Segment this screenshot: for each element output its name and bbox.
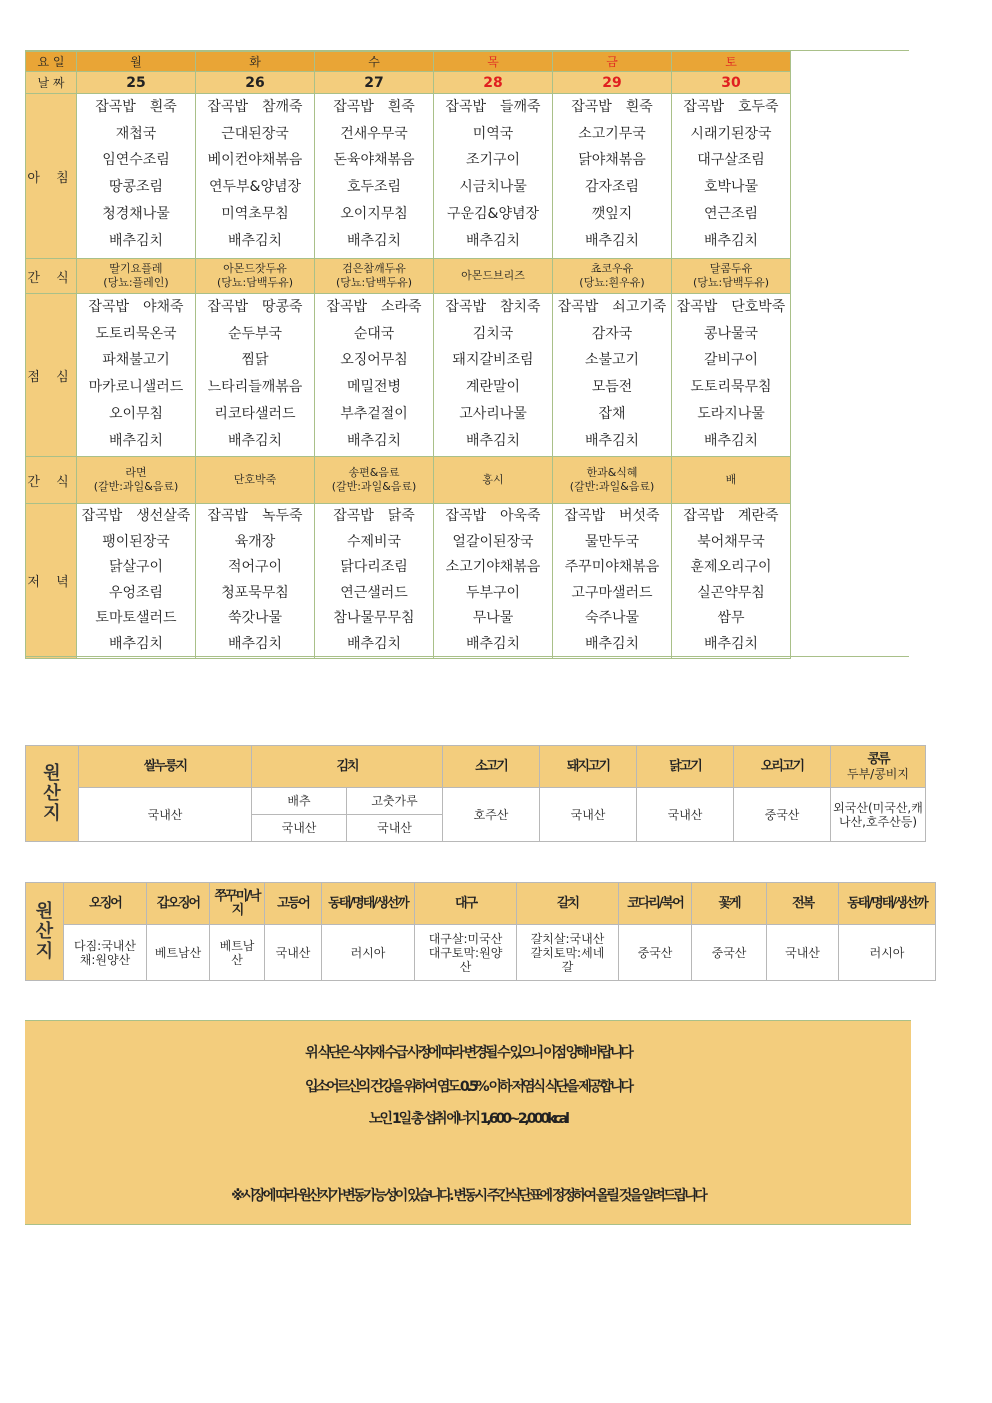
menu-item: 잡곡밥 들깨죽 — [445, 99, 541, 115]
menu-item: 수제비국 — [346, 533, 402, 550]
menu-cell — [553, 294, 672, 457]
menu-item: 송편&음료 — [348, 466, 400, 479]
origin-pork-value: 국내산 — [540, 788, 637, 842]
menu-item: 배추김치 — [346, 635, 402, 652]
origin-kimchi-pepper: 고춧가루 — [347, 788, 443, 815]
menu-item: 호박나물 — [703, 179, 759, 196]
menu-item: 잡곡밥 땅콩죽 — [207, 299, 303, 315]
origin2-value-line: 러시아 — [869, 945, 905, 960]
breakfast-row — [26, 94, 791, 259]
origin2-value-line: 중국산 — [637, 945, 673, 960]
menu-item: 도토리묵온국 — [95, 325, 177, 342]
menu-item: 잡곡밥 야채죽 — [88, 299, 184, 315]
snack1-row — [26, 259, 791, 294]
origin2-header: 쭈꾸미/낙지 — [210, 883, 265, 925]
dinner-row — [26, 504, 791, 659]
menu-item: 호두조림 — [346, 179, 402, 196]
date-row — [26, 72, 791, 94]
origin2-value — [210, 925, 265, 981]
menu-item: 잡곡밥 버섯죽 — [564, 508, 660, 524]
origin2-value — [415, 925, 517, 981]
menu-item: 쵸코우유 — [590, 262, 634, 275]
snack-cell — [553, 457, 672, 504]
origin2-header: 전복 — [767, 883, 839, 925]
menu-item: 오이무침 — [108, 405, 164, 422]
origin2-value-line: 중국산 — [711, 945, 747, 960]
menu-item: 모듬전 — [591, 379, 633, 396]
notice-line: 위 식단은 식자재 수급 사정에 따라 변경될 수 있으니 이점 양해 바랍니다 — [305, 1045, 631, 1061]
menu-item: 참나물무무침 — [333, 610, 415, 627]
lunch-label: 점 심 — [26, 294, 77, 457]
menu-item: 닭야채볶음 — [578, 152, 646, 169]
menu-item: 도라지나물 — [697, 405, 765, 422]
snack1-label: 간 식 — [26, 259, 77, 294]
origin2-value-line: 대구살:미국산 — [428, 931, 503, 946]
origin2-value-line: 대구토막:원양 — [428, 945, 503, 960]
day-header-row — [26, 52, 791, 72]
menu-item: 훈제오리구이 — [690, 559, 772, 576]
menu-item: 검은참깨두유 — [342, 262, 406, 275]
menu-item: 재첩국 — [115, 125, 157, 142]
menu-item: 잡곡밥 아욱죽 — [445, 508, 541, 524]
menu-item: 잡곡밥 녹두죽 — [207, 508, 303, 524]
origin2-header: 꽃게 — [692, 883, 767, 925]
origin2-side-label — [26, 883, 64, 981]
snack-cell — [77, 457, 196, 504]
menu-item: (당뇨:담백두유) — [335, 276, 413, 289]
menu-item: 조기구이 — [465, 152, 521, 169]
dinner-label: 저 녁 — [26, 504, 77, 659]
origin-duck-value: 중국산 — [734, 788, 831, 842]
menu-item: 고구마샐러드 — [571, 584, 653, 601]
origin-side-char: 원 — [35, 900, 54, 922]
menu-item: 물만두국 — [584, 533, 640, 550]
origin2-header: 갈치 — [517, 883, 619, 925]
menu-item: 깻잎지 — [591, 205, 633, 222]
menu-item: 배추김치 — [346, 232, 402, 249]
origin2-value — [265, 925, 322, 981]
menu-item: 배추김치 — [108, 432, 164, 449]
menu-item: 잡곡밥 흰죽 — [333, 99, 415, 115]
menu-item: 찜닭 — [241, 352, 269, 369]
menu-item: 마카로니샐러드 — [88, 379, 184, 396]
menu-cell — [315, 94, 434, 259]
origin-kimchi-pepper-value: 국내산 — [347, 815, 443, 842]
menu-item: 배 — [725, 473, 737, 486]
date-cell: 28 — [434, 72, 553, 94]
day-wed: 수 — [315, 52, 434, 72]
origin2-header: 코다리/북어 — [619, 883, 692, 925]
menu-item: 리코타샐러드 — [214, 405, 296, 422]
menu-item: 배추김치 — [584, 432, 640, 449]
origin2-header: 오징어 — [64, 883, 147, 925]
date-cell: 27 — [315, 72, 434, 94]
origin2-value — [322, 925, 415, 981]
origin-side-char: 산 — [43, 782, 61, 804]
menu-item: 단호박죽 — [233, 473, 277, 486]
origin-side-char: 산 — [35, 920, 54, 942]
menu-item: 잡곡밥 단호박죽 — [676, 299, 786, 315]
menu-cell — [196, 94, 315, 259]
date-cell: 30 — [672, 72, 791, 94]
menu-item: 홍시 — [482, 473, 504, 486]
menu-item: 주꾸미야채볶음 — [564, 559, 660, 576]
menu-cell — [315, 504, 434, 659]
menu-item: (당뇨:담백두유) — [216, 276, 294, 289]
menu-cell — [672, 94, 791, 259]
origin2-value — [767, 925, 839, 981]
menu-item: 시금치나물 — [459, 179, 527, 196]
menu-item: 잡곡밥 생선살죽 — [81, 508, 191, 524]
menu-item: 잡곡밥 참치죽 — [445, 299, 541, 315]
menu-item: 배추김치 — [465, 432, 521, 449]
origin2-header: 고등어 — [265, 883, 322, 925]
menu-item: 달콤두유 — [709, 262, 753, 275]
origin-kimchi-cabbage-value: 국내산 — [252, 815, 347, 842]
notice-line: ※시장에 따라 원산지가 변동가능성이 있습니다. 변동시 주간식단표에 정정하여 올릴 것을 알려드립니다 — [231, 1188, 705, 1204]
menu-item: 한과&식혜 — [586, 466, 638, 479]
origin2-header: 동태/명태/생선까 — [839, 883, 936, 925]
origin2-value-line: 국내산 — [785, 945, 820, 960]
menu-item: 미역국 — [472, 125, 514, 142]
menu-item: 배추김치 — [227, 432, 283, 449]
origin-table-fish — [25, 882, 936, 981]
notice-line: 노인 1일 총 섭취 에너지 1,600~2,000kcal — [369, 1111, 567, 1127]
menu-item: 느타리들깨볶음 — [207, 379, 303, 396]
menu-item: 미역초무침 — [221, 205, 289, 222]
origin2-value-line: 갈치살:국내산 — [530, 931, 605, 946]
menu-item: 땅콩조림 — [108, 179, 164, 196]
origin-beans-title: 콩류 — [867, 751, 889, 767]
origin-beef-value: 호주산 — [443, 788, 540, 842]
menu-item: 토마토샐러드 — [95, 610, 177, 627]
menu-item: (갈반:과일&음료) — [93, 480, 179, 493]
origin-kimchi-cabbage: 배추 — [252, 788, 347, 815]
menu-item: 소고기야채볶음 — [445, 559, 541, 576]
menu-item: 북어채무국 — [697, 533, 765, 550]
menu-item: 딸기요플레 — [109, 262, 163, 275]
menu-cell — [434, 94, 553, 259]
day-mon: 월 — [77, 52, 196, 72]
menu-item: 아몬드브리즈 — [461, 269, 525, 282]
menu-item: 닭다리조림 — [340, 559, 408, 576]
menu-item: 감자국 — [591, 325, 633, 342]
menu-item: 소불고기 — [584, 352, 640, 369]
menu-item: 대구살조림 — [697, 152, 765, 169]
origin2-value — [619, 925, 692, 981]
origin2-value-line: 채:원양산 — [79, 952, 131, 967]
snack-cell — [315, 457, 434, 504]
menu-item: 잡곡밥 호두죽 — [683, 99, 779, 115]
menu-item: 배추김치 — [584, 232, 640, 249]
menu-item: 연두부&양념장 — [208, 179, 302, 196]
menu-cell — [553, 94, 672, 259]
origin2-value — [692, 925, 767, 981]
menu-item: (갈반:과일&음료) — [569, 480, 655, 493]
menu-item: 도토리묵무침 — [690, 379, 772, 396]
menu-item: 닭살구이 — [108, 559, 164, 576]
origin-chicken-header: 닭고기 — [637, 746, 734, 788]
menu-item: 배추김치 — [346, 432, 402, 449]
date-cell: 25 — [77, 72, 196, 94]
menu-item: 돈육야채볶음 — [333, 152, 415, 169]
menu-item: 잡곡밥 참깨죽 — [207, 99, 303, 115]
menu-item: 연근샐러드 — [340, 584, 408, 601]
origin-duck-header: 오리고기 — [734, 746, 831, 788]
menu-item: 베이컨야채볶음 — [207, 152, 303, 169]
origin2-value-line: 산 — [459, 959, 472, 974]
menu-item: 배추김치 — [584, 635, 640, 652]
origin2-value — [64, 925, 147, 981]
menu-item: 적어구이 — [227, 559, 283, 576]
day-fri: 금 — [553, 52, 672, 72]
date-cell: 29 — [553, 72, 672, 94]
menu-cell — [672, 294, 791, 457]
menu-item: 오징어무침 — [340, 352, 408, 369]
origin-beans-value: 외국산(미국산,캐나산,호주산등) — [831, 788, 926, 842]
snack-cell — [77, 259, 196, 294]
origin-kimchi-header: 김치 — [252, 746, 443, 788]
menu-item: 오이지무침 — [340, 205, 408, 222]
menu-item: 배추김치 — [227, 635, 283, 652]
menu-item: 파채불고기 — [102, 352, 170, 369]
origin-table-meat — [25, 745, 926, 842]
snack-cell — [553, 259, 672, 294]
origin2-header: 동태/명태/생선까 — [322, 883, 415, 925]
menu-item: 순대국 — [353, 325, 395, 342]
origin-side-char: 지 — [43, 802, 61, 824]
menu-cell — [77, 294, 196, 457]
origin2-value-line: 다짐:국내산 — [73, 938, 136, 953]
menu-item: (갈반:과일&음료) — [331, 480, 417, 493]
menu-item: 연근조림 — [703, 205, 759, 222]
snack-cell — [434, 457, 553, 504]
menu-item: 콩나물국 — [703, 325, 759, 342]
notice-line: 입소어르신의 건강을 위하여 염도 0.5% 이하 저염식 식단을 제공합니다 — [305, 1079, 631, 1095]
menu-item: 무나물 — [472, 610, 514, 627]
menu-item: 배추김치 — [108, 635, 164, 652]
menu-item: 쑥갓나물 — [227, 610, 283, 627]
menu-item: (당뇨:플레인) — [103, 276, 169, 289]
breakfast-label: 아 침 — [26, 94, 77, 259]
menu-item: 잡곡밥 닭죽 — [333, 508, 415, 524]
menu-item: 숙주나물 — [584, 610, 640, 627]
menu-item: 임연수조림 — [102, 152, 170, 169]
origin-rice-value: 국내산 — [79, 788, 252, 842]
menu-item: 배추김치 — [703, 432, 759, 449]
menu-item: 배추김치 — [465, 635, 521, 652]
menu-item: 배추김치 — [703, 635, 759, 652]
menu-item: 소고기무국 — [578, 125, 646, 142]
menu-bottom-rule — [25, 656, 909, 657]
menu-item: 돼지갈비조림 — [452, 352, 534, 369]
menu-item: 고사리나물 — [459, 405, 527, 422]
menu-item: 배추김치 — [227, 232, 283, 249]
snack2-label: 간 식 — [26, 457, 77, 504]
menu-cell — [315, 294, 434, 457]
menu-item: 쌈무 — [717, 610, 745, 627]
origin2-value-line: 산 — [231, 952, 243, 967]
menu-item: 근대된장국 — [221, 125, 289, 142]
menu-item: 부추겉절이 — [340, 405, 408, 422]
menu-item: 잡곡밥 쇠고기죽 — [557, 299, 667, 315]
snack-cell — [315, 259, 434, 294]
menu-item: 우엉조림 — [108, 584, 164, 601]
menu-item: 아몬드잣두유 — [223, 262, 287, 275]
snack-cell — [434, 259, 553, 294]
origin2-header: 갑오징어 — [147, 883, 210, 925]
origin-rice-header: 쌀누룽지 — [79, 746, 252, 788]
menu-item: 감자조림 — [584, 179, 640, 196]
menu-item: 육개장 — [234, 533, 276, 550]
menu-item: 배추김치 — [465, 232, 521, 249]
menu-item: 청포묵무침 — [221, 584, 289, 601]
origin-side-char: 원 — [43, 762, 61, 784]
day-thu: 목 — [434, 52, 553, 72]
menu-item: 건새우무국 — [340, 125, 408, 142]
origin2-header: 대구 — [415, 883, 517, 925]
menu-item: 두부구이 — [465, 584, 521, 601]
menu-item: 배추김치 — [108, 232, 164, 249]
day-sat: 토 — [672, 52, 791, 72]
menu-cell — [672, 504, 791, 659]
menu-item: 갈비구이 — [703, 352, 759, 369]
origin2-value-line: 베트남산 — [154, 945, 202, 960]
date-cell: 26 — [196, 72, 315, 94]
menu-item: 잡곡밥 흰죽 — [571, 99, 653, 115]
snack-cell — [196, 457, 315, 504]
origin-side-char: 지 — [35, 940, 54, 962]
menu-cell — [196, 294, 315, 457]
snack2-row — [26, 457, 791, 504]
menu-cell — [434, 504, 553, 659]
menu-item: 시래기된장국 — [690, 125, 772, 142]
origin-pork-header: 돼지고기 — [540, 746, 637, 788]
menu-item: (당뇨:담백두유) — [692, 276, 770, 289]
day-tue: 화 — [196, 52, 315, 72]
origin-beans-sub: 두부/콩비지 — [846, 766, 909, 781]
origin-chicken-value: 국내산 — [637, 788, 734, 842]
menu-item: 순두부국 — [227, 325, 283, 342]
notice-box — [25, 1020, 911, 1225]
menu-item: 라면 — [125, 466, 147, 479]
day-header-label: 요 일 — [26, 52, 77, 72]
origin2-value-line: 베트남 — [219, 938, 255, 953]
menu-cell — [553, 504, 672, 659]
origin2-value — [147, 925, 210, 981]
origin2-value-line: 러시아 — [350, 945, 386, 960]
origin2-value — [839, 925, 936, 981]
menu-item: 김치국 — [472, 325, 514, 342]
menu-item: 잡곡밥 흰죽 — [95, 99, 177, 115]
menu-item: 잡채 — [598, 405, 626, 422]
weekly-menu-table — [25, 51, 791, 659]
date-header-label: 날 짜 — [26, 72, 77, 94]
menu-item: 팽이된장국 — [102, 533, 170, 550]
snack-cell — [672, 259, 791, 294]
origin2-value — [517, 925, 619, 981]
lunch-row — [26, 294, 791, 457]
origin-beef-header: 소고기 — [443, 746, 540, 788]
menu-cell — [434, 294, 553, 457]
menu-item: 잡곡밥 계란죽 — [683, 508, 779, 524]
menu-item: 청경채나물 — [102, 205, 170, 222]
menu-item: (당뇨:흰우유) — [579, 276, 645, 289]
menu-cell — [196, 504, 315, 659]
menu-item: 배추김치 — [703, 232, 759, 249]
origin2-value-line: 국내산 — [275, 945, 311, 960]
menu-item: 계란말이 — [465, 379, 521, 396]
menu-item: 실곤약무침 — [697, 584, 765, 601]
menu-cell — [77, 504, 196, 659]
origin-side-label — [26, 746, 79, 842]
menu-cell — [77, 94, 196, 259]
menu-item: 메밀전병 — [346, 379, 402, 396]
menu-item: 잡곡밥 소라죽 — [326, 299, 422, 315]
snack-cell — [196, 259, 315, 294]
origin-beans-header — [831, 746, 926, 788]
menu-item: 구운김&양념장 — [446, 205, 540, 222]
snack-cell — [672, 457, 791, 504]
origin2-value-line: 갈치토막:세네 — [530, 945, 605, 960]
menu-item: 얼갈이된장국 — [452, 533, 534, 550]
origin2-value-line: 갈 — [561, 959, 574, 974]
